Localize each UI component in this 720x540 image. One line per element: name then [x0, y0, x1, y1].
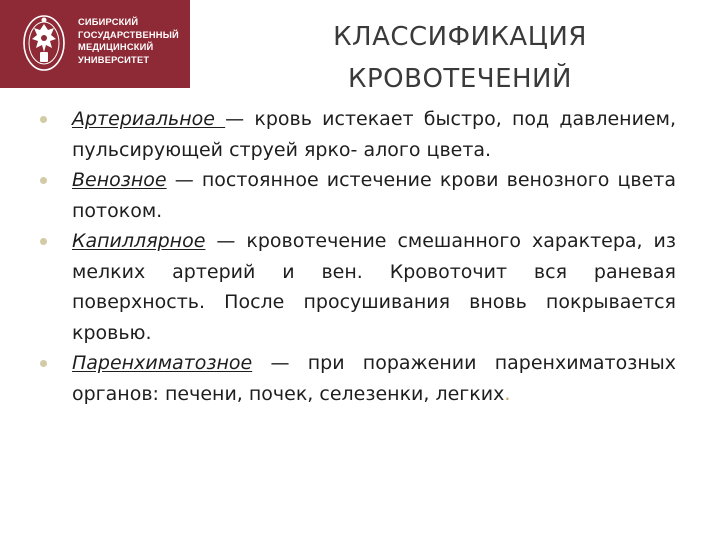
term-arterial: Артериальное	[72, 108, 226, 130]
term-venous: Венозное	[72, 169, 167, 191]
list-item-venous	[48, 165, 676, 226]
list-item-capillary	[48, 226, 676, 348]
description-parenchymal: — при поражении паренхиматозных органов: печени, почек, селезенки, легких	[72, 352, 676, 405]
description-arterial: — кровь истекает быстро, под давлением, пульсирующей струей ярко- алого цвета.	[72, 108, 676, 161]
university-emblem-icon	[20, 10, 68, 76]
end-period: .	[504, 382, 511, 405]
list-item-arterial	[48, 104, 676, 165]
title-line-2: КРОВОТЕЧЕНИЙ	[348, 64, 572, 94]
description-venous: — постоянное истечение крови венозного цвета потоком.	[72, 169, 676, 222]
bleeding-types-list	[48, 104, 676, 409]
bullet-icon	[40, 238, 47, 245]
logo-line: УНИВЕРСИТЕТ	[78, 54, 150, 65]
term-parenchymal: Паренхиматозное	[72, 352, 253, 374]
bullet-icon	[40, 116, 47, 123]
logo-line: ГОСУДАРСТВЕННЫЙ	[78, 29, 179, 40]
bullet-icon	[40, 177, 47, 184]
list-item-parenchymal	[48, 348, 676, 409]
university-logo	[0, 0, 190, 88]
bullet-icon	[40, 360, 47, 367]
description-capillary: — кровотечение смешанного характера, из мелких артерий и вен. Кровоточит вся раневая поверхность. После просушивания вновь покрывается кровью.	[72, 230, 676, 344]
slide-title	[250, 16, 670, 100]
logo-line: МЕДИЦИНСКИЙ	[78, 42, 154, 52]
term-capillary: Капиллярное	[72, 230, 206, 252]
title-line-1: КЛАССИФИКАЦИЯ	[333, 22, 587, 52]
university-name	[78, 16, 179, 66]
logo-line: СИБИРСКИЙ	[78, 17, 139, 27]
